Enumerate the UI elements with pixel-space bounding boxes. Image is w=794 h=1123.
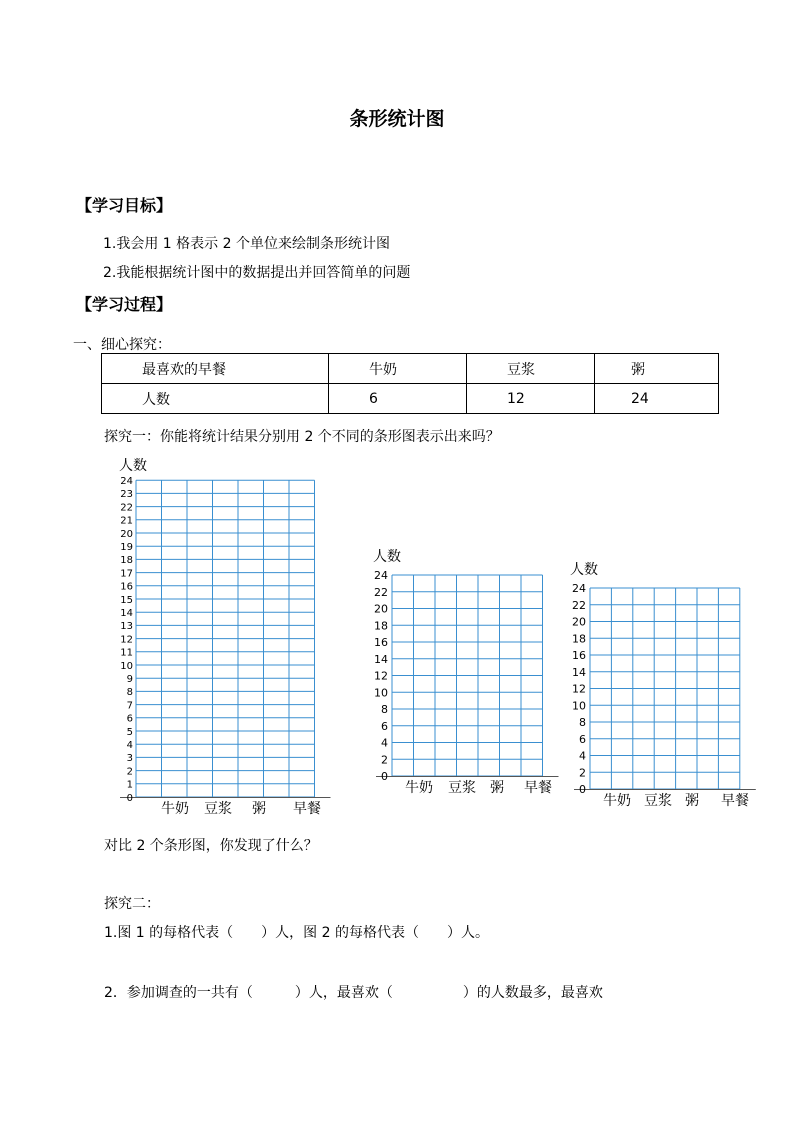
y-tick-label: 20 bbox=[374, 602, 388, 616]
x-category-label: 早餐 bbox=[721, 793, 749, 809]
goals-heading: 【学习目标】 bbox=[76, 196, 173, 215]
y-tick-label: 0 bbox=[126, 792, 133, 804]
y-tick-label: 22 bbox=[572, 598, 586, 612]
table-header-cell: 豆浆 bbox=[467, 354, 595, 384]
y-tick-label: 6 bbox=[579, 732, 586, 746]
y-tick-label: 2 bbox=[381, 753, 388, 767]
table-header-cell: 最喜欢的早餐 bbox=[102, 354, 329, 384]
y-tick-label: 22 bbox=[374, 585, 388, 599]
y-tick-label: 7 bbox=[126, 700, 133, 712]
explore1-label: 一、细心探究： bbox=[73, 337, 171, 353]
bar-chart-2 bbox=[373, 548, 559, 796]
compare-question: 对比 2 个条形图，你发现了什么？ bbox=[104, 838, 318, 854]
y-tick-label: 0 bbox=[381, 770, 388, 784]
y-tick-label: 12 bbox=[120, 634, 133, 646]
y-tick-label: 14 bbox=[572, 665, 586, 679]
table-cell: 6 bbox=[329, 384, 467, 414]
y-tick-label: 16 bbox=[374, 636, 388, 650]
y-tick-label: 1 bbox=[126, 779, 133, 791]
y-tick-label: 15 bbox=[120, 594, 133, 606]
y-tick-label: 0 bbox=[579, 783, 586, 797]
y-tick-label: 10 bbox=[374, 686, 388, 700]
y-tick-label: 20 bbox=[120, 528, 133, 540]
x-category-label: 粥 bbox=[685, 793, 699, 809]
y-tick-label: 21 bbox=[120, 515, 133, 527]
x-category-label: 牛奶 bbox=[161, 801, 189, 817]
y-tick-label: 16 bbox=[572, 649, 586, 663]
explore2-question-2: 2．参加调查的一共有（ ）人，最喜欢（ ）的人数最多，最喜欢 bbox=[104, 985, 603, 1001]
y-tick-label: 5 bbox=[126, 726, 133, 738]
y-axis-title: 人数 bbox=[570, 562, 598, 578]
y-tick-label: 4 bbox=[381, 736, 388, 750]
explore2-label: 探究二： bbox=[104, 896, 160, 912]
table-cell: 12 bbox=[467, 384, 595, 414]
y-tick-label: 23 bbox=[120, 489, 133, 501]
x-category-label: 豆浆 bbox=[644, 793, 672, 809]
y-tick-label: 18 bbox=[120, 555, 133, 567]
bar-chart-3 bbox=[570, 561, 756, 809]
y-tick-label: 8 bbox=[579, 716, 586, 730]
process-heading: 【学习过程】 bbox=[76, 295, 173, 314]
y-tick-label: 22 bbox=[120, 502, 133, 514]
explore2-question-1: 1.图 1 的每格代表（ ）人，图 2 的每格代表（ ）人。 bbox=[104, 925, 489, 941]
y-tick-label: 8 bbox=[381, 703, 388, 717]
y-tick-label: 11 bbox=[120, 647, 133, 659]
x-category-label: 豆浆 bbox=[448, 780, 476, 796]
y-tick-label: 2 bbox=[579, 766, 586, 780]
x-category-label: 豆浆 bbox=[204, 801, 232, 817]
x-category-label: 粥 bbox=[252, 801, 266, 817]
y-tick-label: 10 bbox=[572, 699, 586, 713]
bar-chart-1 bbox=[119, 457, 331, 817]
x-category-label: 早餐 bbox=[293, 801, 321, 817]
y-tick-label: 18 bbox=[374, 619, 388, 633]
explore1-question: 探究一：你能将统计结果分别用 2 个不同的条形图表示出来吗？ bbox=[104, 429, 500, 445]
y-tick-label: 4 bbox=[579, 749, 586, 763]
y-tick-label: 10 bbox=[120, 660, 133, 672]
table-header-cell: 牛奶 bbox=[329, 354, 467, 384]
y-tick-label: 3 bbox=[126, 753, 133, 765]
y-tick-label: 18 bbox=[572, 632, 586, 646]
y-axis-title: 人数 bbox=[119, 458, 147, 474]
y-tick-label: 17 bbox=[120, 568, 133, 580]
goal-item-2: 2.我能根据统计图中的数据提出并回答简单的问题 bbox=[103, 265, 411, 281]
y-tick-label: 4 bbox=[126, 740, 133, 751]
y-tick-label: 6 bbox=[381, 719, 388, 733]
x-category-label: 粥 bbox=[490, 780, 504, 796]
x-category-label: 早餐 bbox=[524, 780, 552, 796]
y-tick-label: 9 bbox=[126, 674, 133, 685]
y-tick-label: 8 bbox=[126, 687, 133, 699]
x-category-label: 牛奶 bbox=[405, 780, 433, 796]
x-category-label: 牛奶 bbox=[603, 793, 631, 809]
y-tick-label: 12 bbox=[374, 669, 388, 683]
y-tick-label: 19 bbox=[120, 542, 133, 553]
y-tick-label: 24 bbox=[572, 582, 586, 596]
y-tick-label: 2 bbox=[126, 766, 133, 778]
table-cell: 24 bbox=[595, 384, 719, 414]
y-tick-label: 12 bbox=[572, 682, 586, 696]
y-tick-label: 14 bbox=[374, 652, 388, 666]
page-title: 条形统计图 bbox=[349, 108, 445, 130]
y-tick-label: 16 bbox=[120, 581, 133, 593]
y-tick-label: 20 bbox=[572, 615, 586, 629]
table-header-cell: 粥 bbox=[595, 354, 719, 384]
table-cell: 人数 bbox=[102, 384, 329, 414]
y-axis-title: 人数 bbox=[373, 549, 401, 565]
goal-item-1: 1.我会用 1 格表示 2 个单位来绘制条形统计图 bbox=[103, 236, 390, 252]
y-tick-label: 13 bbox=[120, 621, 133, 633]
y-tick-label: 14 bbox=[120, 608, 133, 619]
y-tick-label: 24 bbox=[120, 476, 133, 487]
y-tick-label: 24 bbox=[374, 569, 388, 583]
y-tick-label: 6 bbox=[126, 713, 133, 725]
